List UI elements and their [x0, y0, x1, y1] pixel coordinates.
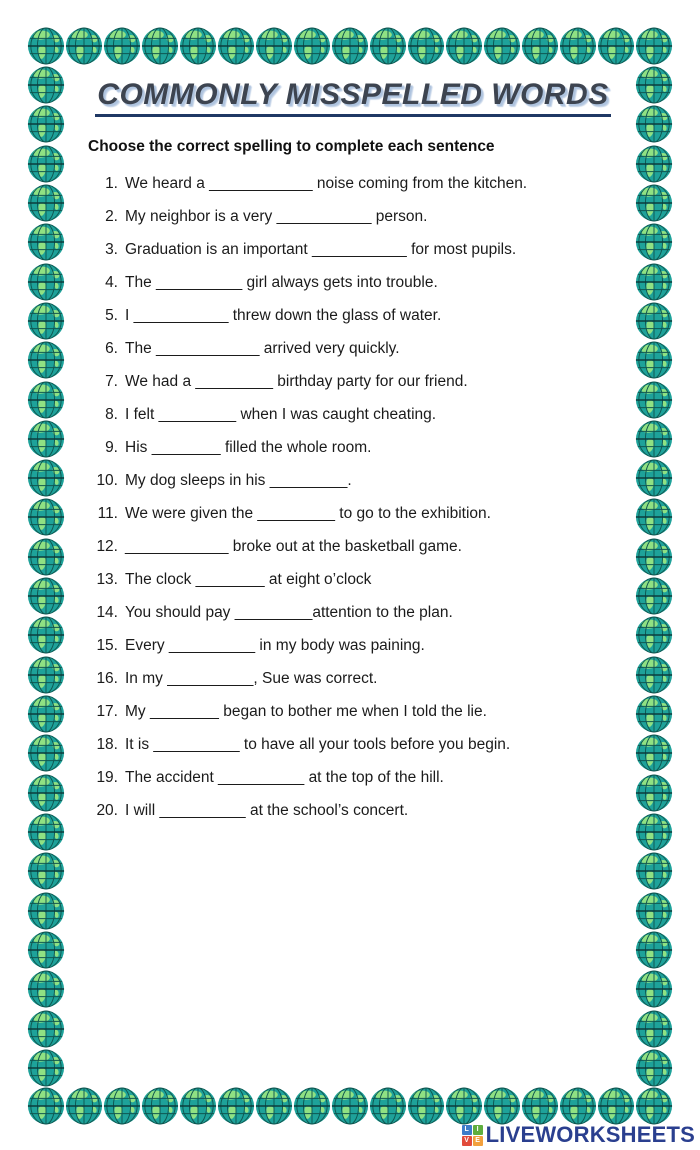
- globe-icon: [635, 420, 673, 458]
- globe-icon: [635, 1010, 673, 1048]
- item-text: I will __________ at the school’s concert.: [125, 802, 409, 819]
- sentence-item: [88, 504, 618, 524]
- sentence-item: [88, 537, 618, 557]
- item-number: 7.: [105, 373, 118, 390]
- sentence-item: [88, 735, 618, 755]
- globe-icon: [27, 381, 65, 419]
- page-title: COMMONLY MISSPELLED WORDS: [95, 78, 610, 117]
- globe-icon: [635, 656, 673, 694]
- item-number: 10.: [96, 472, 118, 489]
- item-number: 11.: [97, 505, 118, 522]
- sentence-item: [88, 603, 618, 623]
- globe-icon: [27, 577, 65, 615]
- globe-icon: [483, 27, 521, 65]
- globe-icon: [179, 27, 217, 65]
- sentence-item: [88, 801, 618, 821]
- globe-icon: [27, 341, 65, 379]
- globe-icon: [635, 538, 673, 576]
- globe-icon: [255, 1087, 293, 1125]
- item-text: We heard a ____________ noise coming from the kitchen.: [125, 175, 528, 192]
- logo-grid-letter: L: [462, 1125, 472, 1135]
- globe-icon: [65, 27, 103, 65]
- globe-icon: [179, 1087, 217, 1125]
- globe-icon: [407, 27, 445, 65]
- sentence-item: [88, 339, 618, 359]
- sentence-item: [88, 306, 618, 326]
- item-text: Graduation is an important ___________ for most pupils.: [125, 241, 517, 258]
- globe-icon: [635, 27, 673, 65]
- globe-border-bottom: [27, 1087, 673, 1125]
- item-text: We had a _________ birthday party for our friend.: [125, 373, 468, 390]
- globe-icon: [27, 1049, 65, 1087]
- globe-icon: [27, 538, 65, 576]
- globe-border-top: [27, 27, 673, 65]
- globe-icon: [369, 27, 407, 65]
- globe-icon: [635, 892, 673, 930]
- globe-icon: [27, 66, 65, 104]
- globe-icon: [27, 1087, 65, 1125]
- globe-icon: [27, 498, 65, 536]
- item-text: In my __________, Sue was correct.: [125, 670, 378, 687]
- globe-icon: [635, 970, 673, 1008]
- sentence-item: [88, 174, 618, 194]
- item-number: 14.: [96, 604, 118, 621]
- sentence-item: [88, 273, 618, 293]
- globe-icon: [635, 263, 673, 301]
- globe-icon: [103, 27, 141, 65]
- globe-icon: [27, 852, 65, 890]
- item-text: We were given the _________ to go to the exhibition.: [125, 505, 491, 522]
- sentence-item: [88, 669, 618, 689]
- globe-icon: [369, 1087, 407, 1125]
- globe-icon: [635, 145, 673, 183]
- globe-icon: [27, 970, 65, 1008]
- item-number: 3.: [105, 241, 118, 258]
- item-text: The accident __________ at the top of the hill.: [125, 769, 444, 786]
- globe-icon: [27, 420, 65, 458]
- item-number: 20.: [96, 802, 118, 819]
- globe-icon: [635, 381, 673, 419]
- globe-icon: [635, 66, 673, 104]
- globe-icon: [141, 27, 179, 65]
- globe-icon: [27, 813, 65, 851]
- globe-icon: [27, 892, 65, 930]
- item-text: His ________ filled the whole room.: [125, 439, 372, 456]
- globe-icon: [635, 105, 673, 143]
- logo-grid-letter: V: [462, 1136, 472, 1146]
- globe-icon: [27, 105, 65, 143]
- item-text: My neighbor is a very ___________ person.: [125, 208, 428, 225]
- sentence-item: [88, 702, 618, 722]
- globe-icon: [635, 302, 673, 340]
- item-number: 19.: [96, 769, 118, 786]
- globe-icon: [141, 1087, 179, 1125]
- sentence-item: [88, 471, 618, 491]
- globe-icon: [27, 734, 65, 772]
- item-number: 4.: [105, 274, 118, 291]
- item-text: My dog sleeps in his _________.: [125, 472, 352, 489]
- globe-icon: [65, 1087, 103, 1125]
- item-number: 18.: [96, 736, 118, 753]
- sentence-item: [88, 768, 618, 788]
- item-text: The clock ________ at eight o’clock: [125, 571, 372, 588]
- sentence-item: [88, 636, 618, 656]
- item-number: 12.: [96, 538, 118, 555]
- globe-icon: [27, 931, 65, 969]
- globe-icon: [597, 27, 635, 65]
- item-number: 15.: [96, 637, 118, 654]
- item-number: 5.: [105, 307, 118, 324]
- globe-icon: [407, 1087, 445, 1125]
- globe-icon: [635, 734, 673, 772]
- sentence-item: [88, 405, 618, 425]
- globe-icon: [27, 695, 65, 733]
- sentence-item: [88, 207, 618, 227]
- globe-icon: [483, 1087, 521, 1125]
- globe-icon: [331, 27, 369, 65]
- item-text: The ____________ arrived very quickly.: [125, 340, 400, 357]
- globe-icon: [635, 813, 673, 851]
- globe-icon: [635, 341, 673, 379]
- globe-icon: [27, 184, 65, 222]
- sentence-item: [88, 438, 618, 458]
- globe-icon: [255, 27, 293, 65]
- item-text: My ________ began to bother me when I told the lie.: [125, 703, 487, 720]
- globe-icon: [27, 656, 65, 694]
- globe-icon: [293, 27, 331, 65]
- item-number: 2.: [105, 208, 118, 225]
- globe-border-left: [27, 66, 65, 1087]
- globe-icon: [27, 145, 65, 183]
- globe-icon: [217, 1087, 255, 1125]
- globe-icon: [27, 223, 65, 261]
- globe-icon: [635, 695, 673, 733]
- globe-icon: [27, 616, 65, 654]
- item-text: You should pay _________attention to the plan.: [125, 604, 453, 621]
- globe-icon: [331, 1087, 369, 1125]
- item-number: 9.: [105, 439, 118, 456]
- globe-icon: [559, 27, 597, 65]
- globe-icon: [559, 1087, 597, 1125]
- liveworksheets-logo-text: LIVEWORKSHEETS: [485, 1122, 695, 1147]
- globe-icon: [27, 774, 65, 812]
- item-number: 6.: [105, 340, 118, 357]
- sentence-item: [88, 570, 618, 590]
- item-number: 16.: [96, 670, 118, 687]
- globe-icon: [445, 1087, 483, 1125]
- globe-icon: [635, 577, 673, 615]
- item-text: The __________ girl always gets into trouble.: [125, 274, 438, 291]
- sentence-item: [88, 372, 618, 392]
- globe-icon: [635, 616, 673, 654]
- logo-grid-letter: E: [473, 1136, 483, 1146]
- globe-icon: [635, 931, 673, 969]
- sentence-list: [88, 174, 618, 821]
- liveworksheets-logo[interactable]: [462, 1122, 695, 1148]
- worksheet-content: [88, 78, 618, 834]
- title-wrap: [88, 78, 618, 117]
- item-number: 17.: [96, 703, 118, 720]
- item-number: 1.: [105, 175, 118, 192]
- item-text: I ___________ threw down the glass of water.: [125, 307, 442, 324]
- globe-icon: [635, 1087, 673, 1125]
- item-text: ____________ broke out at the basketball game.: [125, 538, 462, 555]
- logo-grid-letter: I: [473, 1125, 483, 1135]
- instruction-text: Choose the correct spelling to complete each sentence: [88, 138, 495, 155]
- globe-icon: [27, 27, 65, 65]
- globe-icon: [597, 1087, 635, 1125]
- item-text: It is __________ to have all your tools before you begin.: [125, 736, 511, 753]
- globe-icon: [635, 774, 673, 812]
- globe-icon: [521, 27, 559, 65]
- globe-icon: [635, 852, 673, 890]
- item-number: 13.: [96, 571, 118, 588]
- item-number: 8.: [105, 406, 118, 423]
- globe-icon: [635, 498, 673, 536]
- globe-border-right: [635, 66, 673, 1087]
- globe-icon: [521, 1087, 559, 1125]
- globe-icon: [635, 1049, 673, 1087]
- item-text: I felt _________ when I was caught cheating.: [125, 406, 437, 423]
- sentence-item: [88, 240, 618, 260]
- globe-icon: [293, 1087, 331, 1125]
- globe-icon: [635, 459, 673, 497]
- globe-icon: [635, 223, 673, 261]
- globe-icon: [445, 27, 483, 65]
- globe-icon: [635, 184, 673, 222]
- globe-icon: [103, 1087, 141, 1125]
- globe-icon: [217, 27, 255, 65]
- globe-icon: [27, 1010, 65, 1048]
- globe-icon: [27, 263, 65, 301]
- liveworksheets-grid-icon: [462, 1125, 483, 1146]
- globe-icon: [27, 459, 65, 497]
- globe-icon: [27, 302, 65, 340]
- item-text: Every __________ in my body was paining.: [125, 637, 425, 654]
